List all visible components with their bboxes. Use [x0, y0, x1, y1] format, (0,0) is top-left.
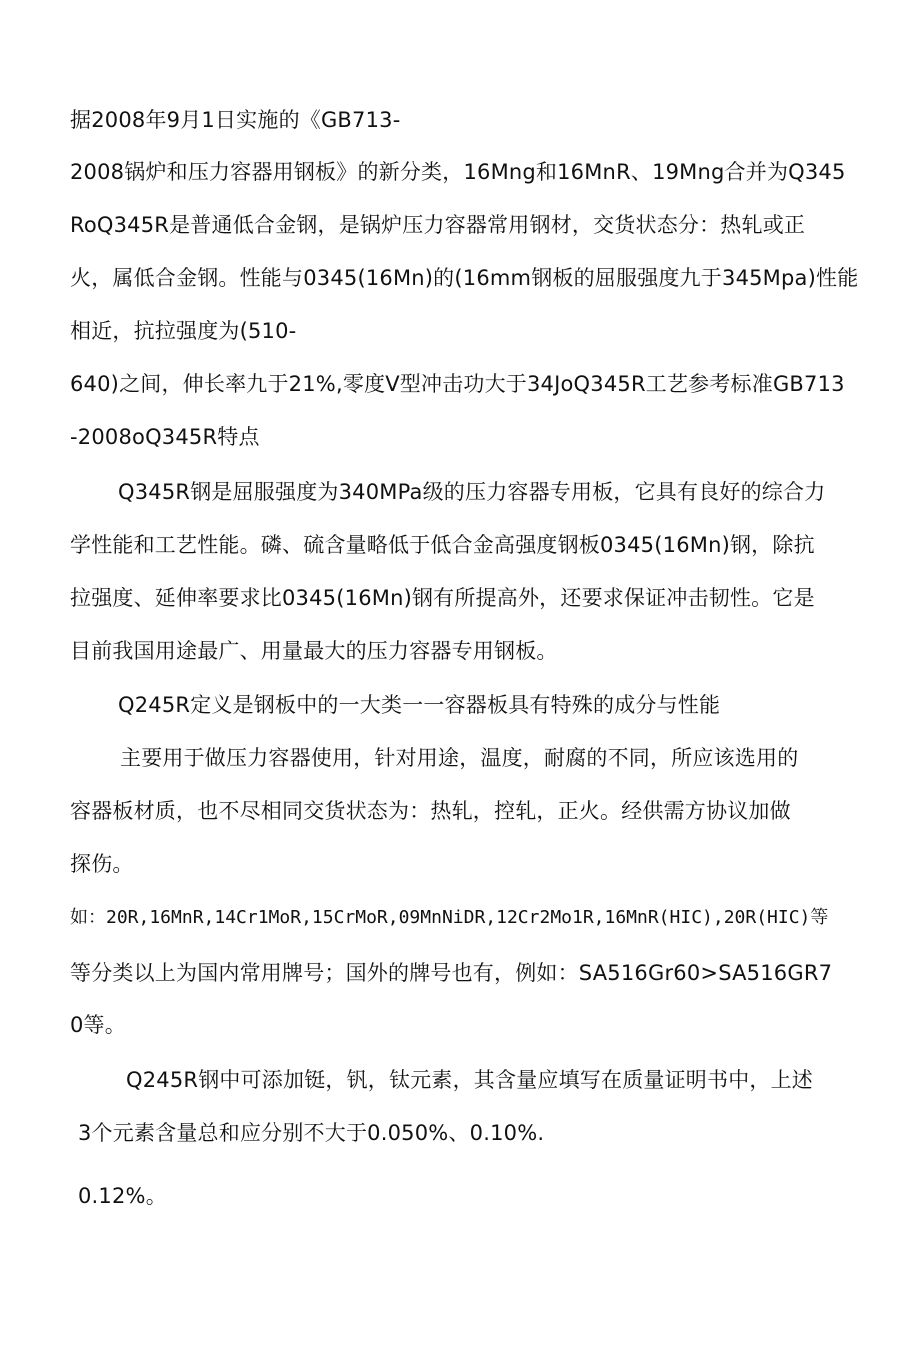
text-line: 0等。 — [70, 1013, 126, 1037]
text-line: 如：20R,16MnR,14Cr1MoR,15CrMoR,09MnNiDR,12Cr2Mo1R,16MnR(HIC),20R(HIC)等 — [70, 907, 829, 928]
text-line: 目前我国用途最广、用量最大的压力容器专用钢板。 — [70, 639, 558, 663]
text-line: 640)之间，伸长率九于21%,零度V型冲击功大于34JoQ345R工艺参考标准GB713 — [70, 372, 845, 396]
text-line: Q245R钢中可添加铤，钒，钛元素，其含量应填写在质量证明书中，上述 — [126, 1068, 814, 1092]
text-line: 学性能和工艺性能。磷、硫含量略低于低合金高强度钢板0345(16Mn)钢，除抗 — [70, 533, 815, 557]
text-line: 相近，抗拉强度为(510- — [70, 319, 297, 343]
text-line: -2008oQ345R特点 — [70, 425, 260, 449]
text-line: 等分类以上为国内常用牌号；国外的牌号也有，例如：SA516Gr60>SA516GR7 — [70, 961, 833, 985]
text-line: 2008锅炉和压力容器用钢板》的新分类，16Mng和16MnR、19Mng合并为Q345 — [70, 160, 846, 184]
text-line: Q345R钢是屈服强度为340MPa级的压力容器专用板，它具有良好的综合力 — [118, 480, 826, 504]
text-line: 3个元素含量总和应分别不大于0.050%、0.10%. — [78, 1121, 545, 1145]
text-line: 火，属低合金钢。性能与0345(16Mn)的(16mm钢板的屈服强度九于345Mpa)性能 — [70, 266, 859, 290]
text-line: Q245R定义是钢板中的一大类一一容器板具有特殊的成分与性能 — [118, 693, 721, 717]
text-line: 拉强度、延伸率要求比0345(16Mn)钢有所提高外，还要求保证冲击韧性。它是 — [70, 586, 815, 610]
text-line: 容器板材质，也不尽相同交货状态为：热轧，控轧，正火。经供需方协议加做 — [70, 799, 791, 823]
text-line: 探伤。 — [70, 852, 134, 876]
text-line: 0.12%。 — [78, 1184, 167, 1208]
text-line: 主要用于做压力容器使用，针对用途，温度，耐腐的不同，所应该选用的 — [120, 746, 799, 770]
text-line: 据2008年9月1日实施的《GB713- — [70, 108, 401, 132]
text-line: RoQ345R是普通低合金钢，是锅炉压力容器常用钢材，交货状态分：热轧或正 — [70, 213, 806, 237]
